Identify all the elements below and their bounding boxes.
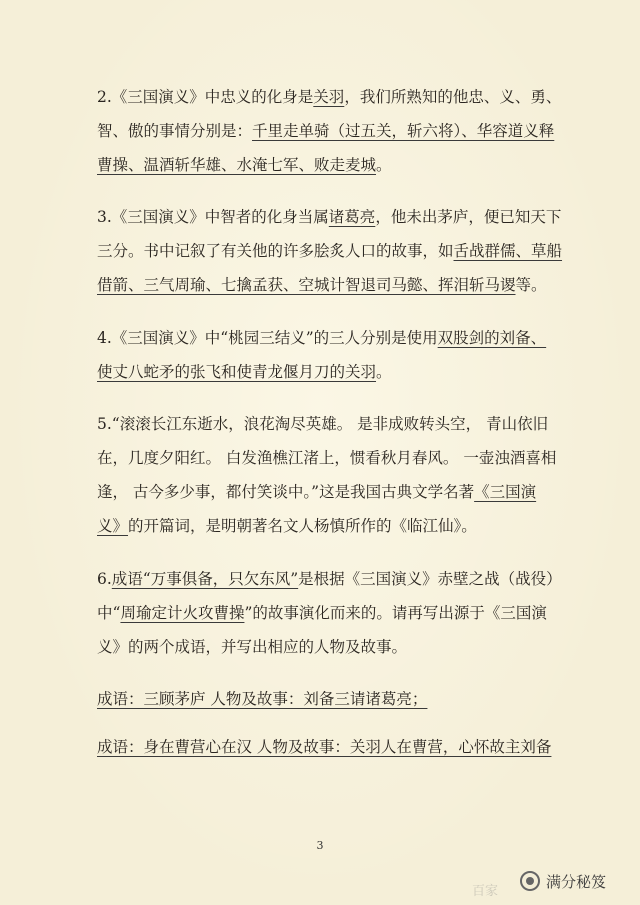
answer-zhuge-stories-2: 借箭、三气周瑜、七擒孟获、空城计智退司马懿、挥泪斩马谡	[97, 276, 516, 294]
answer-idiom-1-text: 成语：三顾茅庐 人物及故事：刘备三请诸葛亮；	[97, 690, 428, 708]
idiom-dongfeng: 成语“万事俱备，只欠东风”	[111, 570, 299, 588]
watermark-text: 百家	[472, 884, 499, 899]
answer-idiom-1	[97, 682, 552, 716]
q5-line-3: 逢， 古今多少事，都付笑谈中。”这是我国古典文学名著《三国演	[97, 483, 537, 501]
answer-zhuge-stories-1: 舌战群儒、草船	[453, 242, 563, 260]
page-number: 3	[316, 839, 324, 852]
q4-line-2: 使丈八蛇矛的张飞和使青龙偃月刀的关羽。	[97, 363, 392, 381]
answer-guanyu-stories-1: 千里走单骑（过五关，斩六将）、华容道义释	[252, 122, 555, 140]
q5-line-1: 5.“滚滚长江东逝水，浪花淘尽英雄。 是非成败转头空， 青山依旧	[97, 415, 549, 433]
answer-zhouyu: 周瑜定计火攻曹操	[120, 604, 245, 622]
answer-taoyuan-2: 使丈八蛇矛的张飞和使青龙偃月刀的关羽	[97, 363, 377, 381]
answer-guanyu: 关羽	[313, 88, 345, 106]
question-5	[97, 407, 557, 543]
q2-line-2: 智、傲的事情分别是：千里走单骑（过五关，斩六将）、华容道义释	[97, 122, 555, 140]
question-6	[97, 562, 562, 664]
answer-idiom-2-text: 成语：身在曹营心在汉 人物及故事：关羽人在曹营，心怀故主刘备	[97, 738, 552, 756]
answer-sanguo-2: 义》	[97, 517, 129, 535]
question-4	[97, 321, 552, 389]
q3-line-3: 借箭、三气周瑜、七擒孟获、空城计智退司马懿、挥泪斩马谡等。	[97, 276, 547, 294]
q5-line-2: 在，几度夕阳红。 白发渔樵江渚上，惯看秋月春风。 一壶浊酒喜相	[97, 449, 557, 467]
q3-line-1: 3.《三国演义》中智者的化身当属诸葛亮，他未出茅庐，便已知天下	[97, 208, 562, 226]
q2-line-1: 2.《三国演义》中忠义的化身是关羽，我们所熟知的他忠、义、勇、	[97, 88, 562, 106]
q5-line-4: 义》的开篇词，是明朝著名文人杨慎所作的《临江仙》。	[97, 517, 477, 535]
q2-line-3: 曹操、温酒斩华雄、水淹七军、败走麦城。	[97, 156, 392, 174]
question-2	[97, 80, 562, 182]
answer-zhugeliang: 诸葛亮	[328, 208, 376, 226]
brand-name: 满分秘笈	[546, 872, 607, 891]
brand-badge	[520, 868, 606, 894]
question-3	[97, 200, 563, 302]
answer-idiom-2	[97, 730, 552, 764]
answer-guanyu-stories-2: 曹操、温酒斩华雄、水淹七军、败走麦城	[97, 156, 377, 174]
q3-line-2: 三分。书中记叙了有关他的许多脍炙人口的故事，如舌战群儒、草船	[97, 242, 563, 260]
wechat-account-icon	[520, 871, 540, 891]
q6-line-1: 6.成语“万事俱备，只欠东风”是根据《三国演义》赤壁之战（战役）	[97, 570, 562, 588]
q6-line-3: 义》的两个成语，并写出相应的人物及故事。	[97, 638, 408, 656]
answer-taoyuan-1: 双股剑的刘备、	[437, 329, 547, 347]
answer-sanguo-1: 《三国演	[474, 483, 537, 501]
q6-line-2: 中“周瑜定计火攻曹操”的故事演化而来的。请再写出源于《三国演	[97, 604, 547, 622]
q4-line-1: 4.《三国演义》中“桃园三结义”的三人分别是使用双股剑的刘备、	[97, 329, 547, 347]
